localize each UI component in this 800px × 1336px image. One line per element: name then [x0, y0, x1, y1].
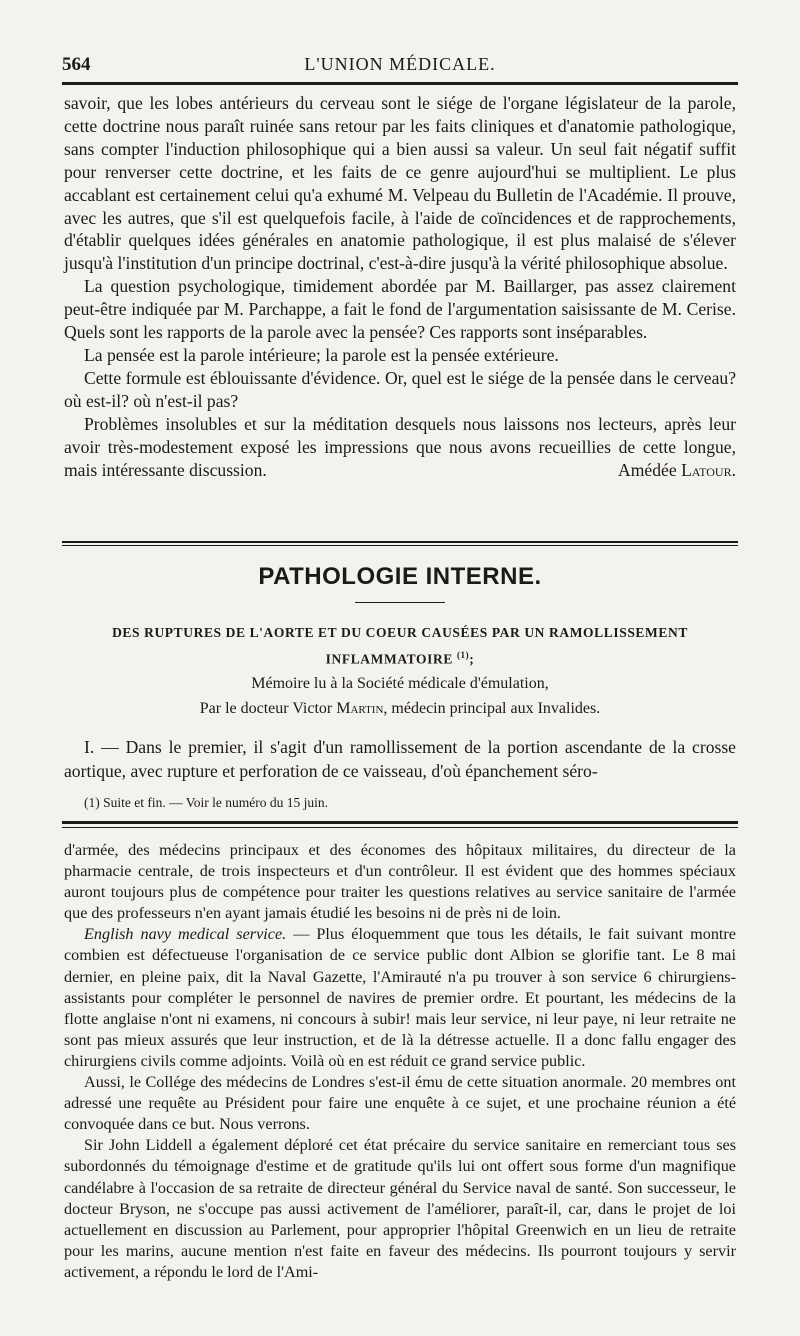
- header-rule: [62, 82, 738, 85]
- article-title-word: INFLAMMATOIRE: [325, 651, 453, 667]
- paragraph-text: — Plus éloquemment que tous les détails, le fait suivant montre combien est défectueuse l'organisation de ce service public dont Albion se glorifie tant. Le 8 mai dernier, en pleine paix, dit la Naval Gazette, l'Amirauté n'a pu trouver à son service 6 chirurgiens-assistants pour compléter le personnel de navires de premier ordre. Et pourtant, les médecins de la flotte anglaise n'ont ni examens, ni concours à subir! mais leur service, ni leur paye, ni leur retraite ne sont pas mieux assurés que leur instruction, et de là la détresse actuelle. Il a donc fallu engager des chirurgiens civils comme adjoints. Voilà où en est réduit ce grand service public.: [64, 925, 736, 1070]
- paragraph: La pensée est la parole intérieure; la parole est la pensée extérieure.: [84, 344, 559, 365]
- paragraph: d'armée, des médecins principaux et des économes des hôpitaux militaires, du directeur de la pharmacie centrale, de trois inspecteurs et d'un contrôleur. Il est évident que des hommes spéciaux auront toujours plus de compétence pour traiter les questions relatives au service sanitaire de l'armée que des professeurs n'en ayant jamais étudié les besoins ni de près ni de loin.: [64, 841, 736, 923]
- paragraph: Sir John Liddell a également déploré cet état précaire du service sanitaire en remerciant tous ses subordonnés du témoignage d'estime et de gratitude qu'ils lui ont offert sous forme d'un magnifique candélabre à l'occasion de sa retraite de directeur général du Service naval de santé. Son successeur, le docteur Bryson, ne s'occupe pas aussi activement de l'améliorer, paraît-il, car, dans le projet de loi actuellement en discussion au Parlement, pour approprier l'hôpital Greenwich en un lieu de retraite pour les marins, aucune mention n'est faite en faveur des médecins. Ils pourront toujours y servir activement, a répondu le lord de l'Ami-: [64, 1136, 736, 1281]
- article-paragraph: I. — Dans le premier, il s'agit d'un ramollissement de la portion ascendante de la crosse aortique, avec rupture et perforation de ce vaisseau, d'où épanchement séro-: [64, 737, 736, 781]
- author-line: [64, 696, 736, 721]
- page-number: 564: [62, 54, 91, 75]
- journal-title: L'UNION MÉDICALE.: [304, 54, 496, 74]
- article-body: [64, 735, 736, 783]
- author-name: Martin: [336, 700, 384, 717]
- paragraph-text: Problèmes insolubles et sur la méditation desquels nous laissons nos lecteurs, après leur avoir très-modestement exposé les impressions que nous avons recueillies de cette longue, mais intéressante discussion.: [64, 413, 736, 480]
- paragraph: La question psychologique, timidement abordée par M. Baillarger, pas assez clairement peut-être indiquée par M. Parchappe, a fait le fond de l'argumentation saisissante de M. Cerise. Quels sont les rapports de la parole avec la pensée? Ces rapports sont inséparables.: [64, 276, 736, 343]
- article-title-line1: DES RUPTURES DE L'AORTE ET DU COEUR CAUSÉES PAR UN RAMOLLISSEMENT: [112, 625, 688, 640]
- society-line: Mémoire lu à la Société médicale d'émulation,: [251, 675, 549, 692]
- section-rule-upper: [62, 541, 738, 543]
- top-section: [64, 92, 736, 481]
- section-rule-lower-thin: [62, 827, 738, 828]
- closing-paragraph: [64, 413, 736, 482]
- paragraph: Cette formule est éblouissante d'évidence. Or, quel est le siége de la pensée dans le cerveau? où est-il? où n'est-il pas?: [64, 367, 736, 411]
- author-title: , médecin principal aux Invalides.: [383, 700, 601, 717]
- title-suffix: ;: [469, 651, 475, 667]
- title-divider: [355, 602, 445, 603]
- paragraph: savoir, que les lobes antérieurs du cerveau sont le siége de l'organe législateur de la parole, cette doctrine nous paraît ruinée sans retour par les faits cliniques et d'anatomie pathologique, sans compter l'induction philosophique qui a bien aussi sa valeur. Un seul fait négatif suffit pour renverser cette doctrine, et les faits de ce genre aujourd'hui se multiplient. Le plus accablant est certainement celui qu'a exhumé M. Velpeau du Bulletin de l'Académie. Il prouve, avec les autres, que s'il est quelquefois facile, à l'aide de coïncidences et de rapprochements, d'établir quelques idées générales en anatomie pathologique, il est plus malaisé de s'élever jusqu'à l'institution d'un principe doctrinal, c'est-à-dire jusqu'à la vérité philosophique absolue.: [64, 93, 736, 274]
- signature-first-name: Amédée: [618, 459, 677, 480]
- footnote: (1) Suite et fin. — Voir le numéro du 15 juin.: [84, 795, 328, 810]
- section-rule-lower: [62, 821, 738, 824]
- article-title-line2: [64, 644, 736, 671]
- paragraph: [64, 924, 736, 1072]
- page-header: [62, 52, 738, 80]
- author-prefix: Par le docteur Victor: [199, 700, 333, 717]
- footnote-marker: (1): [456, 650, 470, 660]
- section-title: PATHOLOGIE INTERNE.: [258, 563, 542, 590]
- article-meta: [64, 671, 736, 721]
- author-signature: [598, 459, 736, 482]
- article-title: [64, 622, 736, 671]
- subheading: English navy medical service.: [84, 925, 287, 944]
- section-rule-upper-thin: [62, 545, 738, 546]
- paragraph: Aussi, le Collége des médecins de Londres s'est-il ému de cette situation anormale. 20 membres ont adressé une requête au Président pour faire une enquête à ce sujet, et une prochaine réunion a été convoquée dans ce but. Nous verrons.: [64, 1073, 736, 1134]
- bottom-section: [64, 840, 736, 1283]
- signature-last-name: Latour.: [681, 459, 736, 480]
